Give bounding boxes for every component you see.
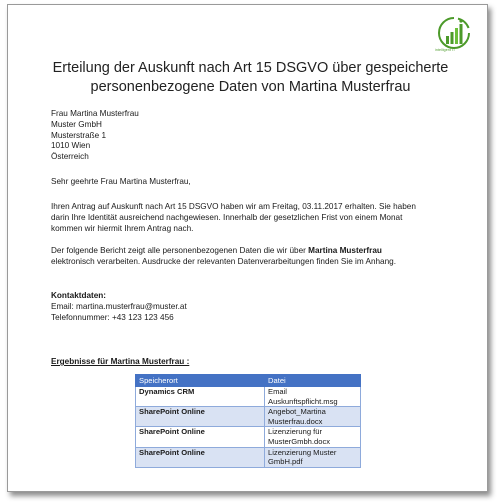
recipient-address	[51, 109, 461, 163]
cell-file: Lizenzierung Muster GmbH.pdf	[265, 447, 361, 467]
contact-phone: Telefonnummer: +43 123 123 456	[51, 312, 174, 322]
paragraph-text: Der folgende Bericht zeigt alle personenbezogenen Daten die wir über	[51, 246, 309, 255]
title-line: personenbezogene Daten von Martina Musterfrau	[90, 79, 411, 95]
paragraph-line: kommen wir hiermit Ihrem Antrag nach.	[51, 223, 194, 233]
cell-file: Lizenzierung für MusterGmbh.docx	[265, 427, 361, 447]
person-name-bold: Martina Musterfrau	[308, 246, 382, 255]
table-row	[136, 447, 361, 467]
cell-location: SharePoint Online	[136, 427, 265, 447]
table-row	[136, 427, 361, 447]
column-header-file: Datei	[265, 375, 361, 387]
cell-location: SharePoint Online	[136, 407, 265, 427]
address-city: 1010 Wien	[51, 141, 91, 151]
address-country: Österreich	[51, 152, 89, 162]
address-company: Muster GmbH	[51, 119, 102, 129]
document-page	[7, 4, 488, 492]
results-table	[135, 374, 361, 468]
paragraph-line: Ihren Antrag auf Auskunft nach Art 15 DSGVO haben wir am Freitag, 03.11.2017 erhalten. Sie haben	[51, 202, 416, 211]
paragraph-request	[51, 202, 461, 234]
column-header-location: Speicherort	[136, 375, 265, 387]
logo-caption: intelligent IT	[435, 48, 456, 52]
results-heading: Ergebnisse für Martina Musterfrau :	[51, 357, 190, 366]
paragraph-report	[51, 246, 461, 268]
cell-file: Email Auskunftspflicht.msg	[265, 387, 361, 407]
paragraph-line	[51, 246, 461, 257]
contact-email: Email: martina.musterfrau@muster.at	[51, 301, 187, 311]
document-title	[48, 59, 453, 97]
address-name: Frau Martina Musterfrau	[51, 109, 139, 118]
bar-chart-logo-icon	[434, 15, 474, 51]
table-row	[136, 387, 361, 407]
paragraph-line: darin Ihre Identität ausreichend nachgewiesen. Innerhalb der gesetzlichen Frist von einem Monat	[51, 212, 403, 222]
cell-file: Angebot_Martina Musterfrau.docx	[265, 407, 361, 427]
salutation: Sehr geehrte Frau Martina Musterfrau,	[51, 177, 191, 186]
contact-block	[51, 291, 461, 323]
table-header-row	[136, 375, 361, 387]
contact-heading: Kontaktdaten:	[51, 291, 107, 300]
title-line: Erteilung der Auskunft nach Art 15 DSGVO über gespeicherte	[52, 60, 449, 76]
paragraph-line: elektronisch verarbeiten. Ausdrucke der relevanten Datenverarbeitungen finden Sie im Anhang.	[51, 256, 396, 266]
address-street: Musterstraße 1	[51, 130, 107, 140]
table-row	[136, 407, 361, 427]
cell-location: Dynamics CRM	[136, 387, 265, 407]
cell-location: SharePoint Online	[136, 447, 265, 467]
